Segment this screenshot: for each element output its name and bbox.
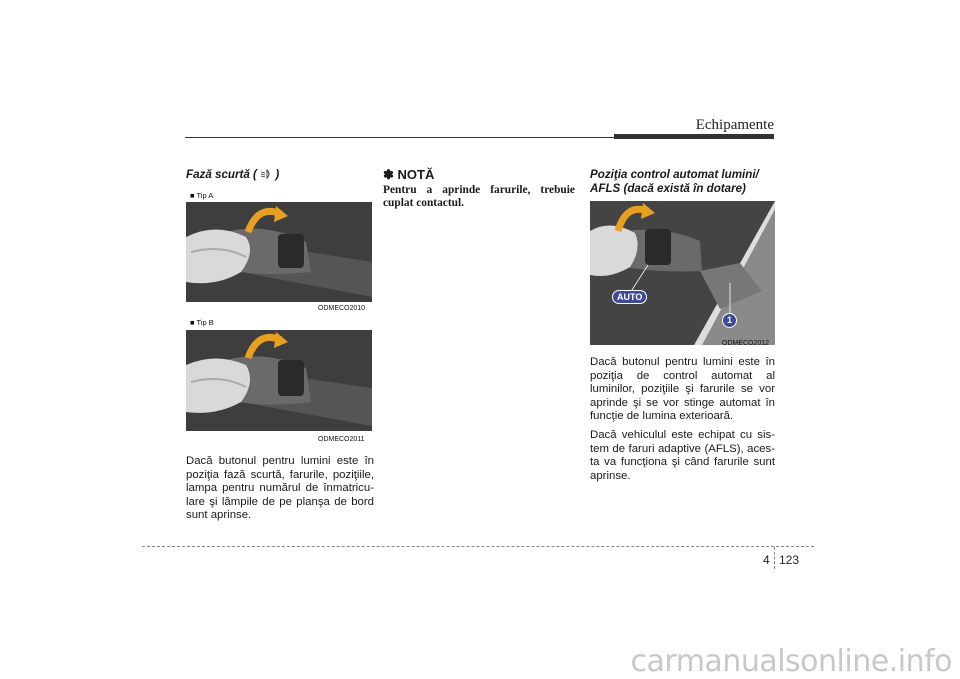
low-beam-heading: Fază scurtă ( ) xyxy=(186,168,280,181)
note-title: ✽ NOTĂ xyxy=(383,167,435,182)
footer-dashed-rule xyxy=(142,546,814,547)
low-beam-text: Dacă butonul pentru lumini este în poziţia fază scurtă, farurile, poziţiile, lampa pentru numărul de înmatricu-lare şi lămpile de pe planşa de bord sunt aprinse. xyxy=(186,455,374,522)
auto-light-heading-line1: Poziţia control automat lumini/ xyxy=(590,168,759,181)
figure-b-label: ■ Tip B xyxy=(190,318,214,327)
auto-light-paragraph-2: Dacă vehiculul este echipat cu sis-tem de faruri adaptive (AFLS), aces-ta va funcţiona şi când farurile sunt aprinse. xyxy=(590,428,775,482)
note-text: Pentru a aprinde farurile, trebuie cuplat contactul. xyxy=(383,183,575,209)
figure-b-code: ODMECO2011 xyxy=(318,436,365,443)
figure-a-label: ■ Tip A xyxy=(190,191,214,200)
figure-auto-image xyxy=(590,201,775,345)
watermark: carmanualsonline.info xyxy=(630,644,952,679)
page-number: 123 xyxy=(779,553,800,567)
auto-light-heading xyxy=(590,168,776,195)
auto-position-badge: AUTO xyxy=(612,290,647,304)
section-title: Echipamente xyxy=(695,117,774,133)
low-beam-icon xyxy=(260,169,272,179)
auto-light-paragraph-1: Dacă butonul pentru lumini este în poziţia de control automat al luminilor, poziţiile şi farurile se vor aprinde şi se vor stinge automat în funcţie de lumina exterioară. xyxy=(590,356,775,423)
note-box xyxy=(383,168,575,210)
figure-auto-code: ODMECO2012 xyxy=(722,340,770,347)
figure-a-image xyxy=(186,202,372,302)
chapter-number: 4 xyxy=(763,553,770,567)
figure-b-image xyxy=(186,330,372,431)
auto-light-text xyxy=(590,356,775,483)
left-column xyxy=(186,168,374,182)
auto-light-heading-line2: AFLS (dacă există în dotare) xyxy=(590,181,746,195)
footer-dashed-divider xyxy=(774,547,775,569)
callout-marker: 1 xyxy=(722,313,737,328)
figure-a-code: ODMECO2010 xyxy=(318,305,366,312)
header-rule-accent xyxy=(614,134,774,139)
